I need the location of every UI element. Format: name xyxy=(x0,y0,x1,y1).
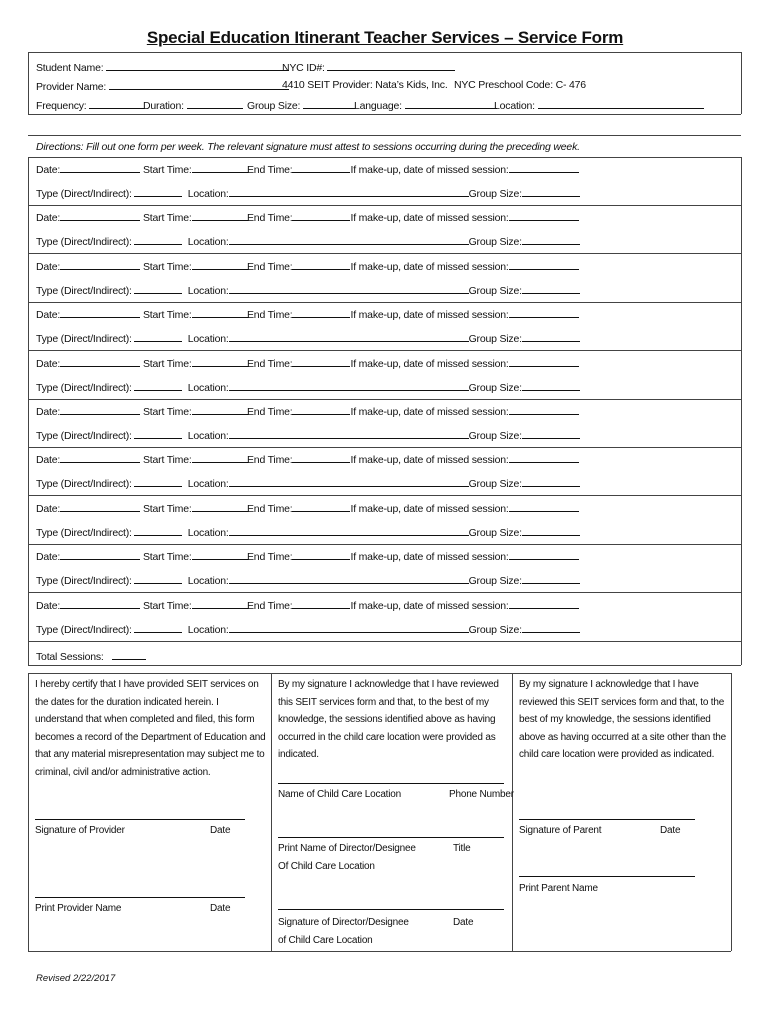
session-date-field[interactable] xyxy=(60,259,140,270)
session-date-row xyxy=(36,162,140,176)
session-group-size-field[interactable] xyxy=(522,573,580,584)
director-title-label: Title xyxy=(453,843,471,854)
session-date-row xyxy=(36,549,140,563)
session-divider xyxy=(28,350,741,351)
childcare-certification-text: By my signature I acknowledge that I have reviewed this SEIT services form and that, to the best of my knowledge, the sessions identified above as having occurred in the child care location were provided as indicated. xyxy=(278,679,499,760)
session-divider xyxy=(28,302,741,303)
session-location-label: Location: xyxy=(187,284,229,297)
header-group-size-label: Group Size: xyxy=(247,100,301,112)
provider-name-label: Provider Name: xyxy=(36,81,107,93)
session-end-time-label: End Time: xyxy=(247,599,293,612)
student-name-label: Student Name: xyxy=(36,62,104,74)
session-block xyxy=(28,403,741,451)
session-makeup-field[interactable] xyxy=(509,501,579,512)
session-makeup-label: If make-up, date of missed session: xyxy=(350,599,509,612)
session-start-time-field[interactable] xyxy=(192,259,248,270)
session-group-size-field[interactable] xyxy=(522,428,580,439)
session-start-time-row xyxy=(143,356,248,370)
session-location-label: Location: xyxy=(187,236,229,249)
session-location-field[interactable] xyxy=(229,331,469,342)
session-group-size-label: Group Size: xyxy=(468,188,522,200)
session-start-time-label: Start Time: xyxy=(143,212,192,225)
session-type-label: Type (Direct/Indirect): xyxy=(36,236,132,249)
session-block xyxy=(28,548,741,596)
session-group-size-field[interactable] xyxy=(522,283,580,294)
session-end-time-label: End Time: xyxy=(247,406,293,418)
session-end-time-field[interactable] xyxy=(292,356,350,367)
session-start-time-row xyxy=(143,307,248,321)
session-end-time-row xyxy=(247,404,579,418)
session-start-time-label: Start Time: xyxy=(143,164,192,176)
director-signature-line[interactable] xyxy=(278,909,504,910)
session-type-row xyxy=(36,283,580,297)
duration-label: Duration: xyxy=(143,100,184,112)
session-group-size-field[interactable] xyxy=(522,525,580,536)
signature-section-top-border xyxy=(28,673,731,674)
student-name-field[interactable] xyxy=(106,60,289,71)
session-makeup-label: If make-up, date of missed session: xyxy=(350,309,509,322)
session-date-field[interactable] xyxy=(60,356,140,367)
form-title: Special Education Itinerant Teacher Services – Service Form xyxy=(146,28,624,47)
session-date-row xyxy=(36,598,140,612)
session-makeup-label: If make-up, date of missed session: xyxy=(350,454,509,467)
signature-divider-1 xyxy=(271,673,272,951)
session-location-field[interactable] xyxy=(229,283,469,294)
session-start-time-row xyxy=(143,452,248,466)
session-type-row xyxy=(36,622,580,636)
session-date-label: Date: xyxy=(36,212,61,225)
session-date-label: Date: xyxy=(36,357,61,370)
frequency-field[interactable] xyxy=(89,98,145,109)
provider-print-name-label: Print Provider Name xyxy=(35,903,122,914)
frequency-row xyxy=(36,98,145,112)
header-group-size-row xyxy=(247,98,355,112)
seit-provider: 4410 SEIT Provider: Nata’s Kids, Inc. xyxy=(282,79,448,91)
session-makeup-field[interactable] xyxy=(509,259,579,270)
session-date-label: Date: xyxy=(36,599,61,612)
session-start-time-field[interactable] xyxy=(192,404,248,415)
session-type-field[interactable] xyxy=(134,380,182,391)
session-date-label: Date: xyxy=(36,406,61,418)
session-start-time-field[interactable] xyxy=(192,452,248,463)
session-start-time-field[interactable] xyxy=(192,356,248,367)
session-end-time-row xyxy=(247,598,579,612)
header-location-label: Location: xyxy=(494,100,535,112)
session-location-label: Location: xyxy=(187,430,229,442)
sessions-top-border xyxy=(28,157,741,158)
session-block xyxy=(28,209,741,257)
session-end-time-label: End Time: xyxy=(247,260,293,273)
session-end-time-row xyxy=(247,307,579,321)
session-type-field[interactable] xyxy=(134,525,182,536)
session-makeup-label: If make-up, date of missed session: xyxy=(350,502,509,515)
session-end-time-field[interactable] xyxy=(292,549,350,560)
provider-signature-date-label: Date xyxy=(210,825,231,836)
session-location-field[interactable] xyxy=(229,476,469,487)
header-left-border xyxy=(28,52,29,114)
sessions-right-border xyxy=(741,157,742,665)
session-date-field[interactable] xyxy=(60,549,140,560)
session-end-time-label: End Time: xyxy=(247,502,293,515)
director-signature-label-1: Signature of Director/Designee xyxy=(278,917,409,928)
provider-signature-label: Signature of Provider xyxy=(35,825,125,836)
session-date-row xyxy=(36,307,140,321)
session-group-size-field[interactable] xyxy=(522,186,580,197)
session-location-label: Location: xyxy=(187,575,229,588)
session-type-row xyxy=(36,331,580,345)
session-makeup-label: If make-up, date of missed session: xyxy=(350,164,509,176)
sessions-left-border xyxy=(28,157,29,665)
childcare-location-name-label: Name of Child Care Location xyxy=(278,789,401,800)
session-divider xyxy=(28,205,741,206)
session-date-field[interactable] xyxy=(60,162,140,173)
session-start-time-label: Start Time: xyxy=(143,454,192,467)
session-date-label: Date: xyxy=(36,551,61,564)
session-start-time-field[interactable] xyxy=(192,307,248,318)
session-start-time-field[interactable] xyxy=(192,549,248,560)
provider-name-field[interactable] xyxy=(109,79,289,90)
session-end-time-row xyxy=(247,162,579,176)
session-group-size-field[interactable] xyxy=(522,380,580,391)
session-type-field[interactable] xyxy=(134,331,182,342)
signature-section-left-border xyxy=(28,673,29,951)
session-makeup-field[interactable] xyxy=(509,598,579,609)
session-type-row xyxy=(36,476,580,490)
session-start-time-field[interactable] xyxy=(192,598,248,609)
session-group-size-field[interactable] xyxy=(522,331,580,342)
header-bottom-border xyxy=(28,114,741,115)
total-sessions-row xyxy=(36,649,146,663)
session-end-time-field[interactable] xyxy=(292,259,350,270)
duration-row xyxy=(143,98,243,112)
session-end-time-label: End Time: xyxy=(247,309,293,322)
provider-name-row xyxy=(36,79,289,93)
session-start-time-row xyxy=(143,549,248,563)
session-makeup-label: If make-up, date of missed session: xyxy=(350,260,509,273)
session-makeup-label: If make-up, date of missed session: xyxy=(350,357,509,370)
session-date-label: Date: xyxy=(36,164,61,176)
session-end-time-row xyxy=(247,549,579,563)
session-location-field[interactable] xyxy=(229,622,469,633)
directions-text: Directions: Fill out one form per week. The relevant signature must attest to sessions occurring during the preceding week. xyxy=(36,141,580,153)
session-location-field[interactable] xyxy=(229,186,469,197)
directions-top-border xyxy=(28,135,741,136)
session-type-label: Type (Direct/Indirect): xyxy=(36,478,132,491)
session-end-time-field[interactable] xyxy=(292,210,350,221)
session-start-time-field[interactable] xyxy=(192,210,248,221)
session-type-field[interactable] xyxy=(134,234,182,245)
language-field[interactable] xyxy=(405,98,497,109)
session-divider xyxy=(28,253,741,254)
language-row xyxy=(354,98,497,112)
session-makeup-label: If make-up, date of missed session: xyxy=(350,212,509,225)
signature-section-right-border xyxy=(731,673,732,951)
session-type-field[interactable] xyxy=(134,283,182,294)
session-date-label: Date: xyxy=(36,309,61,322)
session-end-time-field[interactable] xyxy=(292,162,350,173)
session-group-size-field[interactable] xyxy=(522,622,580,633)
session-start-time-row xyxy=(143,404,248,418)
preschool-code: NYC Preschool Code: C- 476 xyxy=(454,79,586,91)
session-divider xyxy=(28,544,741,545)
session-group-size-label: Group Size: xyxy=(468,333,522,346)
session-type-label: Type (Direct/Indirect): xyxy=(36,526,132,539)
session-start-time-label: Start Time: xyxy=(143,309,192,322)
session-makeup-field[interactable] xyxy=(509,307,579,318)
session-makeup-label: If make-up, date of missed session: xyxy=(350,406,509,418)
session-group-size-field[interactable] xyxy=(522,476,580,487)
session-date-field[interactable] xyxy=(60,404,140,415)
session-end-time-label: End Time: xyxy=(247,164,293,176)
parent-signature-label: Signature of Parent xyxy=(519,825,602,836)
childcare-location-line[interactable] xyxy=(278,783,504,784)
session-type-field[interactable] xyxy=(134,186,182,197)
duration-field[interactable] xyxy=(187,98,243,109)
session-group-size-label: Group Size: xyxy=(468,430,522,442)
header-group-size-field[interactable] xyxy=(303,98,355,109)
session-location-field[interactable] xyxy=(229,234,469,245)
session-block xyxy=(28,355,741,403)
session-block xyxy=(28,451,741,499)
session-date-row xyxy=(36,210,140,224)
session-date-field[interactable] xyxy=(60,307,140,318)
parent-certification-text: By my signature I acknowledge that I have reviewed this SEIT services form and that, to the best of my knowledge, the sessions identified above as having occurred at a site other than the child care location were provided as indicated. xyxy=(519,679,727,760)
header-location-row xyxy=(494,98,704,112)
director-print-name-line[interactable] xyxy=(278,837,504,838)
parent-signature-line[interactable] xyxy=(519,819,695,820)
session-type-label: Type (Direct/Indirect): xyxy=(36,381,132,394)
session-type-row xyxy=(36,234,580,248)
session-end-time-field[interactable] xyxy=(292,307,350,318)
session-date-row xyxy=(36,452,140,466)
session-start-time-field[interactable] xyxy=(192,162,248,173)
session-date-row xyxy=(36,501,140,515)
session-date-field[interactable] xyxy=(60,452,140,463)
session-location-label: Location: xyxy=(187,478,229,491)
session-type-label: Type (Direct/Indirect): xyxy=(36,188,132,200)
session-type-field[interactable] xyxy=(134,476,182,487)
total-sessions-label: Total Sessions: xyxy=(36,651,104,663)
session-group-size-label: Group Size: xyxy=(468,381,522,394)
session-start-time-field[interactable] xyxy=(192,501,248,512)
session-end-time-row xyxy=(247,259,579,273)
nyc-id-label: NYC ID#: xyxy=(282,62,325,74)
session-start-time-label: Start Time: xyxy=(143,599,192,612)
session-type-row xyxy=(36,380,580,394)
session-end-time-row xyxy=(247,210,579,224)
provider-print-name-line[interactable] xyxy=(35,897,245,898)
session-type-field[interactable] xyxy=(134,622,182,633)
session-makeup-field[interactable] xyxy=(509,549,579,560)
header-location-field[interactable] xyxy=(538,98,704,109)
session-divider xyxy=(28,592,741,593)
session-start-time-row xyxy=(143,259,248,273)
session-location-label: Location: xyxy=(187,381,229,394)
session-type-row xyxy=(36,428,580,442)
session-block xyxy=(28,161,741,209)
revised-date: Revised 2/22/2017 xyxy=(36,973,116,984)
session-group-size-label: Group Size: xyxy=(468,236,522,249)
header-right-border xyxy=(741,52,742,114)
session-date-row xyxy=(36,356,140,370)
session-end-time-row xyxy=(247,452,579,466)
parent-date-label: Date xyxy=(660,825,681,836)
session-start-time-row xyxy=(143,162,248,176)
session-location-label: Location: xyxy=(187,623,229,636)
session-block xyxy=(28,306,741,354)
header-top-border xyxy=(28,52,741,53)
director-date-label: Date xyxy=(453,917,474,928)
nyc-id-row xyxy=(282,60,455,74)
session-start-time-row xyxy=(143,501,248,515)
session-makeup-field[interactable] xyxy=(509,452,579,463)
session-start-time-label: Start Time: xyxy=(143,406,192,418)
session-type-label: Type (Direct/Indirect): xyxy=(36,430,132,442)
session-location-field[interactable] xyxy=(229,380,469,391)
session-group-size-label: Group Size: xyxy=(468,575,522,588)
session-end-time-label: End Time: xyxy=(247,212,293,225)
language-label: Language: xyxy=(354,100,402,112)
student-name-row xyxy=(36,60,289,74)
session-block xyxy=(28,258,741,306)
sessions-bottom-border xyxy=(28,665,741,666)
provider-certification-text: I hereby certify that I have provided SEIT services on the dates for the duration indicated herein. I understand that when completed and filed, this form becomes a record of the Department of Education and that any material misrepresentation may subject me to criminal, civil and/or administrative action. xyxy=(35,679,266,778)
session-end-time-row xyxy=(247,501,579,515)
frequency-label: Frequency: xyxy=(36,100,87,112)
session-location-field[interactable] xyxy=(229,525,469,536)
session-location-label: Location: xyxy=(187,333,229,346)
session-end-time-field[interactable] xyxy=(292,598,350,609)
session-group-size-label: Group Size: xyxy=(468,526,522,539)
session-type-row xyxy=(36,573,580,587)
total-sessions-field[interactable] xyxy=(112,649,146,660)
session-start-time-label: Start Time: xyxy=(143,260,192,273)
session-block xyxy=(28,500,741,548)
session-divider xyxy=(28,641,741,642)
session-end-time-row xyxy=(247,356,579,370)
nyc-id-field[interactable] xyxy=(327,60,455,71)
session-makeup-label: If make-up, date of missed session: xyxy=(350,551,509,564)
session-start-time-label: Start Time: xyxy=(143,357,192,370)
parent-print-name-label: Print Parent Name xyxy=(519,883,598,894)
session-type-field[interactable] xyxy=(134,428,182,439)
session-start-time-row xyxy=(143,210,248,224)
session-date-label: Date: xyxy=(36,454,61,467)
session-end-time-label: End Time: xyxy=(247,551,293,564)
session-end-time-field[interactable] xyxy=(292,404,350,415)
session-start-time-label: Start Time: xyxy=(143,551,192,564)
session-date-row xyxy=(36,404,140,418)
session-location-label: Location: xyxy=(187,526,229,539)
session-group-size-label: Group Size: xyxy=(468,284,522,297)
parent-print-name-line[interactable] xyxy=(519,876,695,877)
session-date-field[interactable] xyxy=(60,501,140,512)
session-makeup-field[interactable] xyxy=(509,162,579,173)
session-makeup-field[interactable] xyxy=(509,210,579,221)
session-start-time-row xyxy=(143,598,248,612)
session-group-size-field[interactable] xyxy=(522,234,580,245)
director-print-name-label-1: Print Name of Director/Designee xyxy=(278,843,416,854)
session-date-field[interactable] xyxy=(60,598,140,609)
session-date-label: Date: xyxy=(36,502,61,515)
session-type-row xyxy=(36,186,580,200)
session-divider xyxy=(28,447,741,448)
childcare-phone-label: Phone Number xyxy=(449,789,514,800)
session-end-time-label: End Time: xyxy=(247,357,293,370)
signature-section-bottom-border xyxy=(28,951,731,952)
session-location-field[interactable] xyxy=(229,573,469,584)
provider-signature-line[interactable] xyxy=(35,819,245,820)
session-location-label: Location: xyxy=(187,188,229,200)
session-group-size-label: Group Size: xyxy=(468,623,522,636)
session-type-label: Type (Direct/Indirect): xyxy=(36,284,132,297)
session-end-time-field[interactable] xyxy=(292,452,350,463)
director-print-name-label-2: Of Child Care Location xyxy=(278,861,375,872)
provider-print-date-label: Date xyxy=(210,903,231,914)
session-location-field[interactable] xyxy=(229,428,469,439)
session-group-size-label: Group Size: xyxy=(468,478,522,491)
director-signature-label-2: of Child Care Location xyxy=(278,935,373,946)
session-date-field[interactable] xyxy=(60,210,140,221)
session-end-time-label: End Time: xyxy=(247,454,293,467)
session-divider xyxy=(28,399,741,400)
session-type-label: Type (Direct/Indirect): xyxy=(36,333,132,346)
session-divider xyxy=(28,495,741,496)
session-date-label: Date: xyxy=(36,260,61,273)
session-type-label: Type (Direct/Indirect): xyxy=(36,623,132,636)
session-end-time-field[interactable] xyxy=(292,501,350,512)
signature-divider-2 xyxy=(512,673,513,951)
session-date-row xyxy=(36,259,140,273)
session-type-label: Type (Direct/Indirect): xyxy=(36,575,132,588)
session-type-field[interactable] xyxy=(134,573,182,584)
session-makeup-field[interactable] xyxy=(509,356,579,367)
session-block xyxy=(28,597,741,645)
session-makeup-field[interactable] xyxy=(509,404,579,415)
session-type-row xyxy=(36,525,580,539)
session-start-time-label: Start Time: xyxy=(143,502,192,515)
